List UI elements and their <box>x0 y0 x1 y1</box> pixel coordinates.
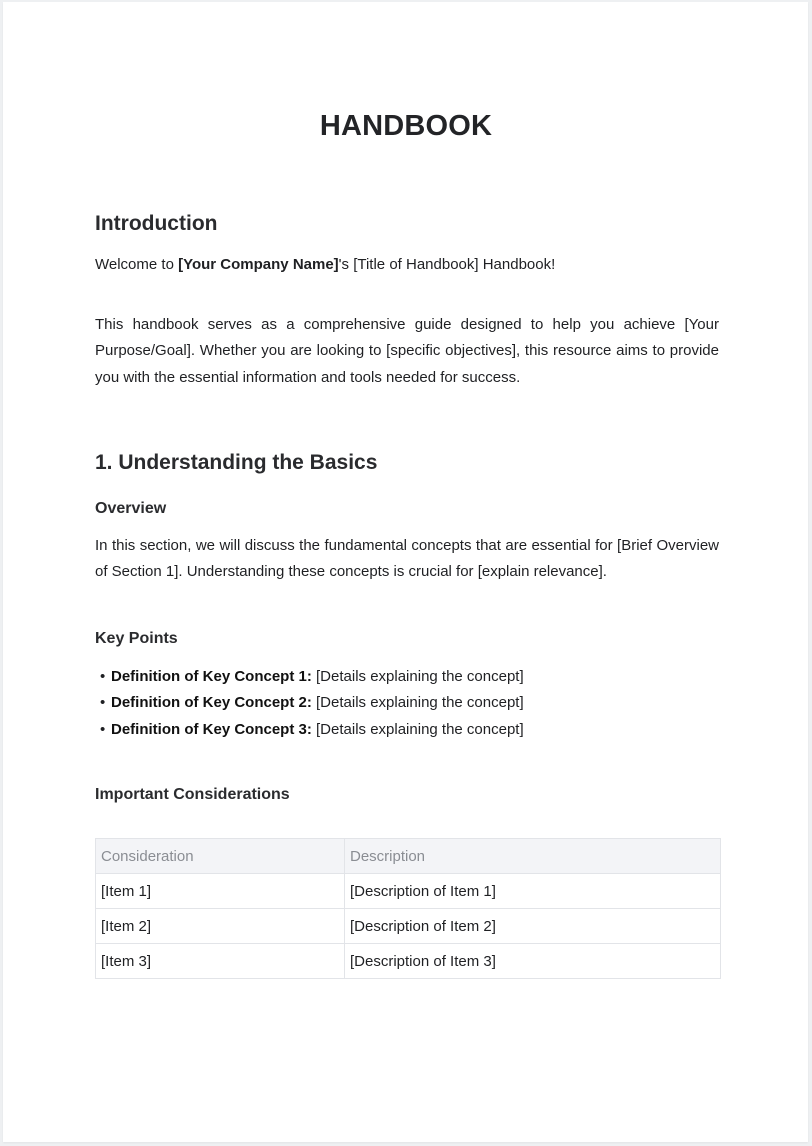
table-cell: [Description of Item 2] <box>345 909 721 944</box>
bullet-icon: • <box>100 694 106 712</box>
key-concept-term: Definition of Key Concept 2: <box>111 694 312 712</box>
section1-heading: 1. Understanding the Basics <box>95 451 378 474</box>
table-cell: [Item 1] <box>96 874 345 909</box>
table-row <box>96 909 721 944</box>
table-cell: [Item 2] <box>96 909 345 944</box>
introduction-heading: Introduction <box>95 212 218 235</box>
column-header-description: Description <box>345 839 721 874</box>
key-points-heading: Key Points <box>95 630 178 647</box>
list-item <box>100 717 700 743</box>
key-concept-term: Definition of Key Concept 3: <box>111 720 312 738</box>
introduction-paragraph: This handbook serves as a comprehensive guide designed to help you achieve [Your Purpose/Goal]. Whether you are looking to [specific objectives], this resource aims to provide you with the essential information and tools needed for success. <box>95 316 719 386</box>
key-concept-detail: [Details explaining the concept] <box>311 668 524 685</box>
overview-heading: Overview <box>95 500 167 517</box>
key-points-list <box>100 664 700 743</box>
considerations-table <box>95 838 721 979</box>
table-cell: [Description of Item 3] <box>345 944 721 979</box>
bullet-icon: • <box>100 668 106 685</box>
table-row <box>96 944 721 979</box>
overview-paragraph: In this section, we will discuss the fundamental concepts that are essential for [Brief Overview of Section 1]. Understanding these concepts is crucial for [explain relevance]. <box>95 537 719 581</box>
welcome-suffix: 's [Title of Handbook] Handbook! <box>338 256 556 273</box>
list-item <box>100 690 700 716</box>
bullet-icon: • <box>100 720 106 738</box>
document-title: HANDBOOK <box>319 110 493 142</box>
table-header-row <box>96 839 721 874</box>
table-cell: [Description of Item 1] <box>345 874 721 909</box>
key-concept-detail: [Details explaining the concept] <box>311 720 524 738</box>
table-cell: [Item 3] <box>96 944 345 979</box>
key-concept-detail: [Details explaining the concept] <box>311 694 524 712</box>
welcome-prefix: Welcome to <box>95 256 179 273</box>
list-item <box>100 664 700 690</box>
key-concept-term: Definition of Key Concept 1: <box>111 668 312 685</box>
column-header-consideration: Consideration <box>96 839 345 874</box>
company-name: [Your Company Name] <box>178 256 339 273</box>
table-row <box>96 874 721 909</box>
welcome-line <box>95 256 555 273</box>
considerations-heading: Important Considerations <box>95 786 290 803</box>
